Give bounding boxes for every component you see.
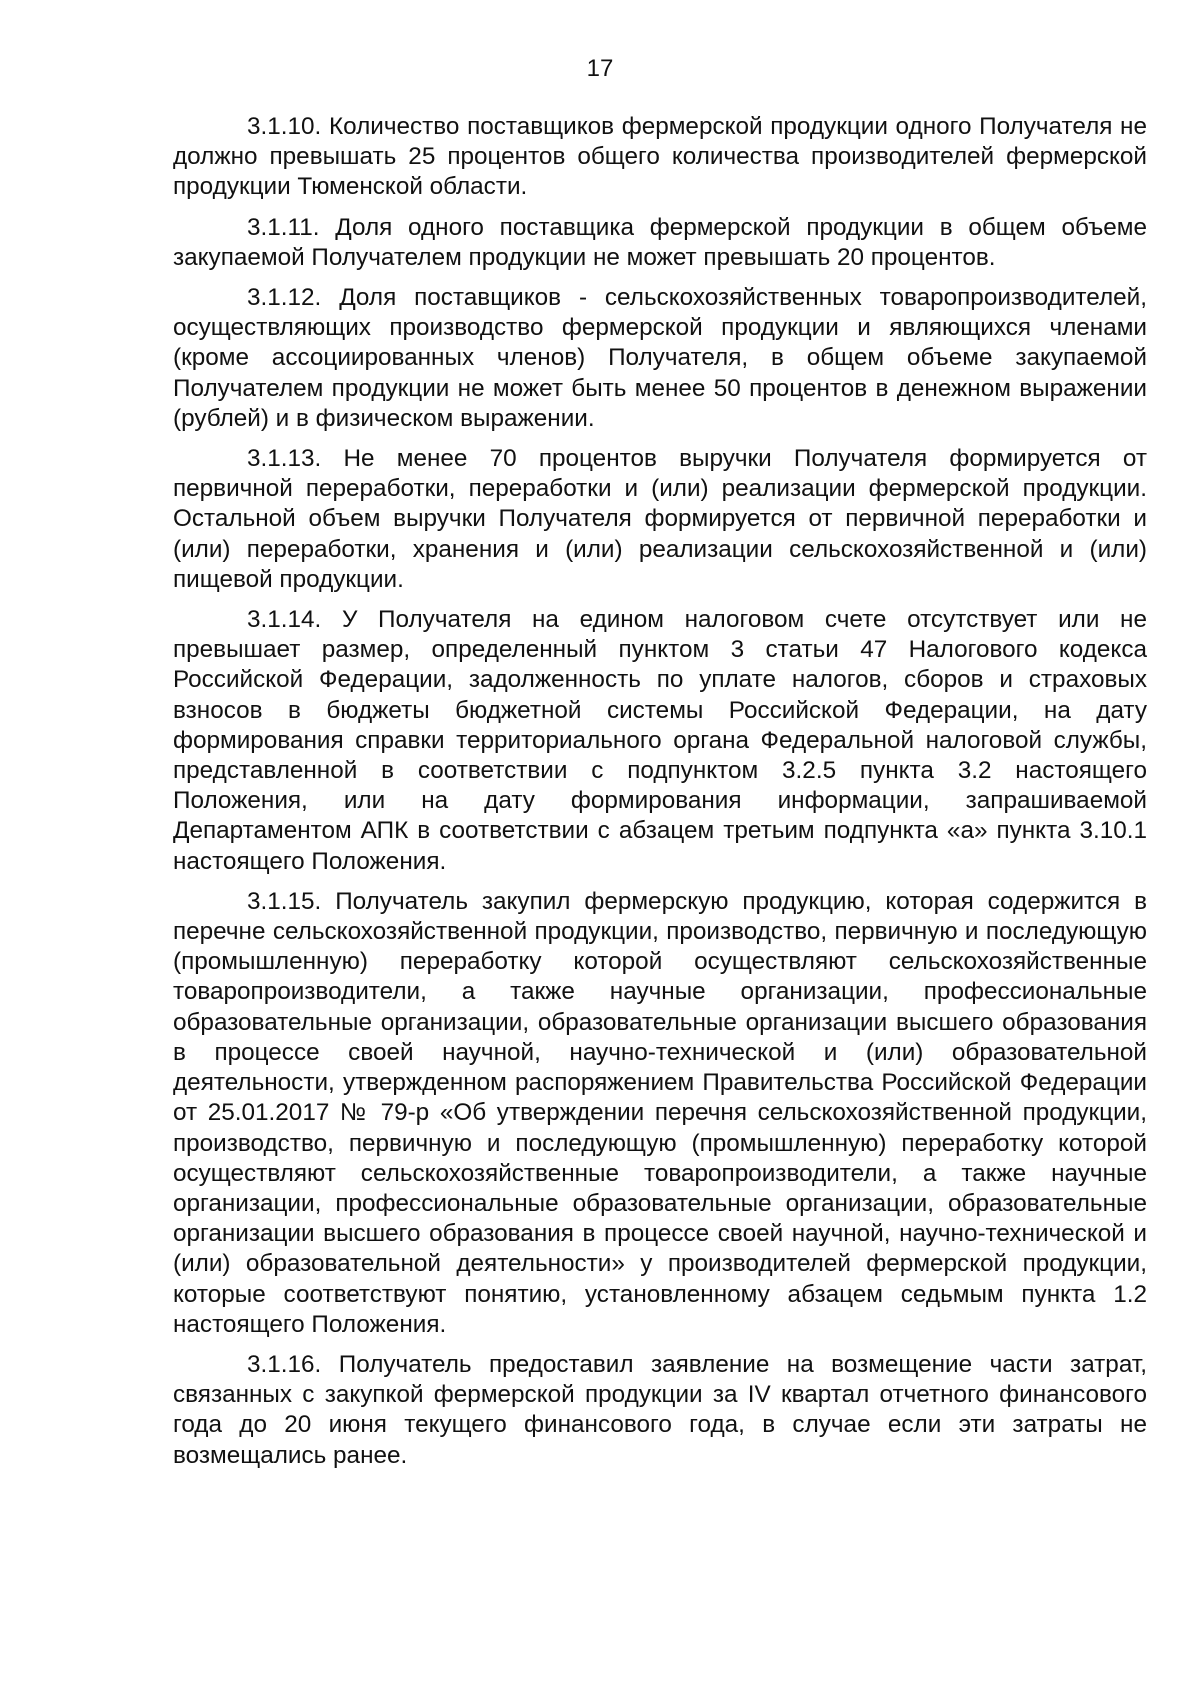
paragraph-3-1-15 [173,887,1147,1340]
paragraph-3-1-14 [173,605,1147,877]
paragraph-number: 3.1.11. [247,213,320,241]
paragraph-text: Доля одного поставщика фермерской продукции в общем объеме закупаемой Получателем продукции не может превышать 20 процентов. [173,213,1147,271]
paragraph-number: 3.1.15. [247,887,322,915]
paragraph-text: Получатель предоставил заявление на возмещение части затрат, связанных с закупкой фермерской продукции за IV квартал отчетного финансового года до 20 июня текущего финансового года, в случае если эти затраты не возмещались ранее. [173,1350,1147,1469]
paragraph-number: 3.1.14. [247,606,322,634]
paragraph-3-1-12 [173,283,1147,434]
paragraph-3-1-11 [173,213,1147,273]
paragraph-number: 3.1.16. [247,1350,322,1378]
document-body [173,112,1147,1481]
paragraph-3-1-16 [173,1350,1147,1471]
paragraph-text: У Получателя на едином налоговом счете отсутствует или не превышает размер, определенный пунктом 3 статьи 47 Налогового кодекса Российской Федерации, задолженность по уплате налогов, сборов и страховых взносов в бюджеты бюджетной системы Российской Федерации, на дату формирования справки территориального органа Федеральной налоговой службы, представленной в соответствии с подпунктом 3.2.5 пункта 3.2 настоящего Положения, или на дату формирования информации, запрашиваемой Департаментом АПК в соответствии с абзацем третьим подпункта «а» пункта 3.10.1 настоящего Положения. [173,606,1147,875]
paragraph-number: 3.1.12. [247,284,322,312]
paragraph-3-1-10 [173,112,1147,203]
paragraph-text: Количество поставщиков фермерской продукции одного Получателя не должно превышать 25 процентов общего количества производителей фермерской продукции Тюменской области. [173,113,1147,201]
paragraph-text: Доля поставщиков - сельскохозяйственных товаропроизводителей, осуществляющих производство фермерской продукции и являющихся членами (кроме ассоциированных членов) Получателя, в общем объеме закупаемой Получателем продукции не может быть менее 50 процентов в денежном выражении (рублей) и в физическом выражении. [173,284,1147,432]
paragraph-text: Не менее 70 процентов выручки Получателя формируется от первичной переработки, переработки и (или) реализации фермерской продукции. Остальной объем выручки Получателя формируется от первичной переработки и (или) переработки, хранения и (или) реализации сельскохозяйственной и (или) пищевой продукции. [173,445,1147,593]
paragraph-number: 3.1.13. [247,445,322,473]
paragraph-3-1-13 [173,444,1147,595]
paragraph-number: 3.1.10. [247,113,322,140]
page-number: 17 [586,55,614,82]
paragraph-text: Получатель закупил фермерскую продукцию, которая содержится в перечне сельскохозяйственной продукции, производство, первичную и последующую (промышленную) переработку которой осуществляют сельскохозяйственные товаропроизводители, а также научные организации, профессиональные образовательные организации, образовательные организации высшего образования в процессе своей научной, научно-технической и (или) образовательной деятельности, утвержденном распоряжением Правительства Российской Федерации от 25.01.2017 № 79-р «Об утверждении перечня сельскохозяйственной продукции, производство, первичную и последующую (промышленную) переработку которой осуществляют сельскохозяйственные товаропроизводители, а также научные организации, профессиональные образовательные организации, образовательные организации высшего образования в процессе своей научной, научно-технической и (или) образовательной деятельности» у производителей фермерской продукции, которые соответствуют понятию, установленному абзацем седьмым пункта 1.2 настоящего Положения. [173,887,1147,1338]
